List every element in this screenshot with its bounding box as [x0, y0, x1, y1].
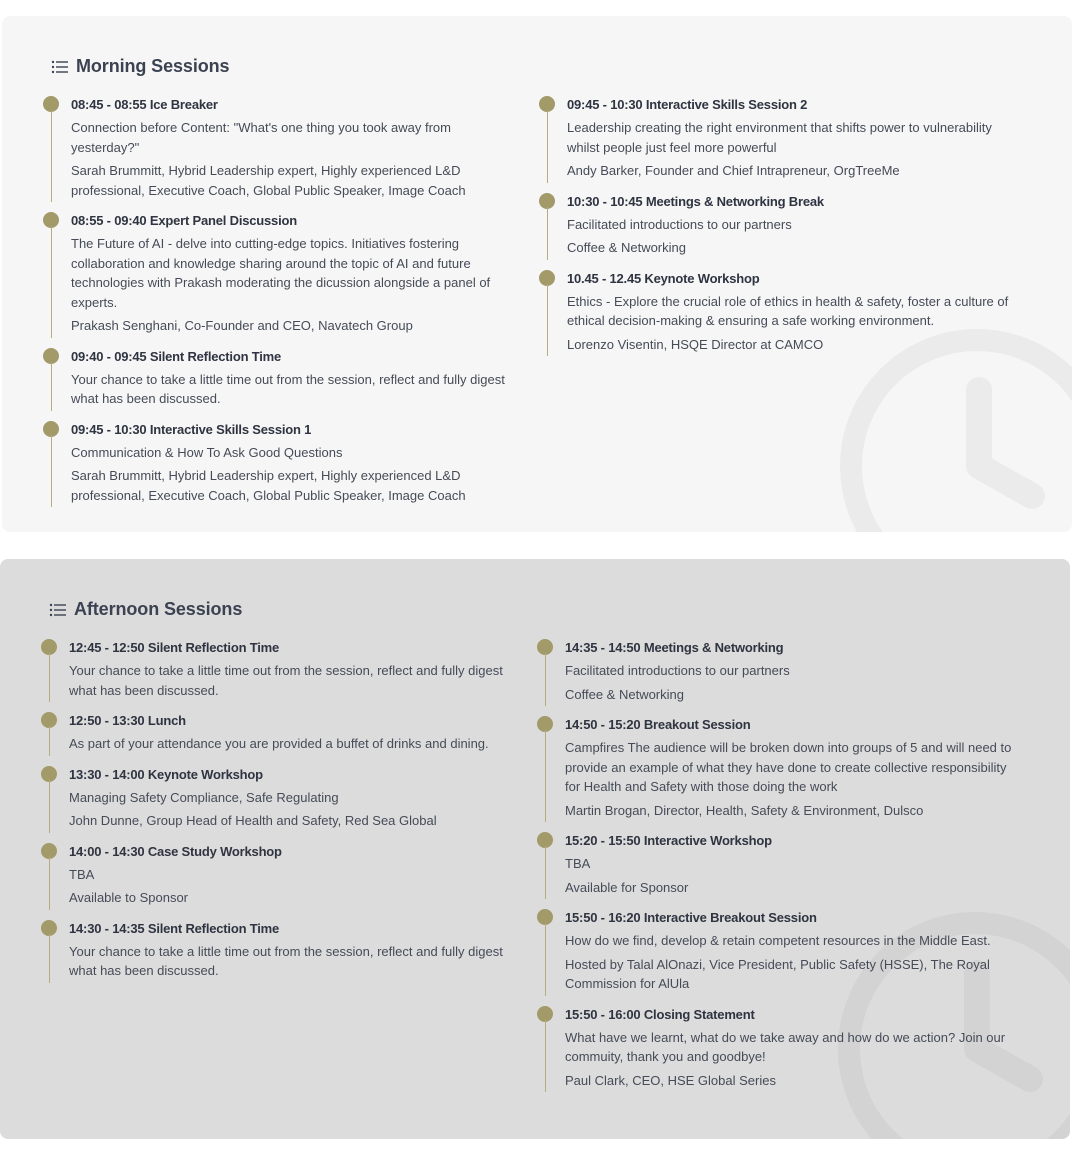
- session-description: Facilitated introductions to our partners: [567, 216, 792, 232]
- session-description: Communication & How To Ask Good Questions: [71, 444, 343, 460]
- schedule-item: [49, 843, 519, 908]
- timeline-line: [49, 780, 50, 833]
- timeline-line: [547, 284, 548, 357]
- schedule-item: [49, 920, 519, 981]
- session-description: Managing Safety Compliance, Safe Regulating: [69, 789, 339, 805]
- session-detail: Coffee & Networking: [567, 240, 686, 255]
- timeline-line: [545, 730, 546, 822]
- timeline-line: [545, 1020, 546, 1093]
- session-description: What have we learnt, what do we take away and how do we action? Join our commuity, thank you and goodbye!: [565, 1029, 1006, 1064]
- session-description: Your chance to take a little time out from the session, reflect and fully digest what has been discussed.: [69, 943, 503, 978]
- afternoon-left-column: [49, 639, 519, 993]
- afternoon-right-column: [545, 639, 1015, 1102]
- timeline-line: [49, 934, 50, 983]
- timeline-line: [547, 110, 548, 183]
- session-description: TBA: [69, 866, 95, 882]
- session-description: As part of your attendance you are provided a buffet of drinks and dining.: [69, 736, 489, 751]
- morning-right-column: [547, 96, 1017, 366]
- schedule-item: [545, 716, 1015, 820]
- section-title: Afternoon Sessions: [74, 599, 243, 619]
- session-title: 12:45 - 12:50 Silent Reflection Time: [69, 640, 280, 655]
- timeline-line: [51, 110, 52, 202]
- schedule-item: [49, 712, 519, 754]
- session-title: 12:50 - 13:30 Lunch: [69, 713, 186, 728]
- session-title: 15:20 - 15:50 Interactive Workshop: [565, 833, 772, 848]
- session-description: Your chance to take a little time out from the session, reflect and fully digest what has been discussed.: [69, 663, 503, 698]
- timeline-line: [49, 726, 50, 756]
- session-detail: Paul Clark, CEO, HSE Global Series: [565, 1072, 776, 1088]
- session-description: Connection before Content: "What's one thing you took away from yesterday?": [71, 120, 451, 155]
- session-description: The Future of AI - delve into cutting-edge topics. Initiatives fostering collaboration and knowledge sharing around the topic of AI and future technologies with Prakash moderating the dicussion alongside a panel of experts.: [71, 236, 491, 310]
- session-detail: Hosted by Talal AlOnazi, Vice President, Public Safety (HSSE), The Royal Commission for AlUla: [565, 956, 990, 991]
- timeline-line: [547, 207, 548, 260]
- schedule-item: [547, 96, 1017, 181]
- schedule-item: [49, 639, 519, 700]
- session-detail: Available to Sponsor: [69, 890, 189, 905]
- schedule-item: [545, 832, 1015, 897]
- timeline-line: [545, 846, 546, 899]
- timeline-line: [49, 653, 50, 702]
- session-title: 08:45 - 08:55 Ice Breaker: [71, 97, 218, 112]
- session-title: 14:50 - 15:20 Breakout Session: [565, 717, 751, 732]
- morning-header: [51, 56, 229, 77]
- schedule-item: [51, 212, 521, 336]
- session-detail: Sarah Brummitt, Hybrid Leadership expert, Highly experienced L&D professional, Executive Coach, Global Public Speaker, Image Coach: [71, 468, 466, 503]
- timeline-line: [545, 653, 546, 706]
- schedule-item: [547, 193, 1017, 258]
- session-description: TBA: [565, 856, 591, 871]
- schedule-item: [51, 421, 521, 506]
- session-description: How do we find, develop & retain competent resources in the Middle East.: [565, 933, 991, 948]
- session-title: 09:45 - 10:30 Interactive Skills Session 1: [71, 421, 312, 437]
- session-title: 14:00 - 14:30 Case Study Workshop: [69, 843, 282, 859]
- session-title: 10:30 - 10:45 Meetings & Networking Break: [567, 193, 824, 209]
- session-title: 14:30 - 14:35 Silent Reflection Time: [69, 920, 280, 936]
- morning-left-column: [51, 96, 521, 517]
- session-title: 14:35 - 14:50 Meetings & Networking: [565, 640, 784, 655]
- session-detail: Martin Brogan, Director, Health, Safety & Environment, Dulsco: [565, 802, 924, 818]
- session-detail: Lorenzo Visentin, HSQE Director at CAMCO: [567, 336, 824, 352]
- session-title: 13:30 - 14:00 Keynote Workshop: [69, 766, 263, 782]
- session-title: 15:50 - 16:20 Interactive Breakout Session: [565, 910, 817, 925]
- page-title: Morning Sessions: [76, 56, 230, 76]
- timeline-line: [51, 362, 52, 411]
- afternoon-header: [49, 599, 242, 620]
- schedule-item: [51, 348, 521, 409]
- session-detail: Available for Sponsor: [565, 879, 689, 895]
- session-description: Leadership creating the right environment that shifts power to vulnerability whilst people just feel more powerful: [567, 120, 992, 155]
- timeline-line: [49, 857, 50, 910]
- session-description: Facilitated introductions to our partners: [565, 663, 790, 678]
- session-title: 09:45 - 10:30 Interactive Skills Session 2: [567, 97, 808, 112]
- afternoon-sessions-panel: [0, 559, 1070, 1139]
- schedule-item: [49, 766, 519, 831]
- schedule-item: [545, 909, 1015, 994]
- session-title: 10.45 - 12.45 Keynote Workshop: [567, 270, 760, 286]
- session-description: Ethics - Explore the crucial role of ethics in health & safety, foster a culture of ethical decision-making & ensuring a safe working environment.: [567, 293, 1009, 328]
- timeline-line: [545, 923, 546, 996]
- session-title: 15:50 - 16:00 Closing Statement: [565, 1006, 755, 1022]
- session-detail: John Dunne, Group Head of Health and Safety, Red Sea Global: [69, 813, 437, 828]
- session-title: 08:55 - 09:40 Expert Panel Discussion: [71, 213, 297, 228]
- timeline-line: [51, 435, 52, 508]
- morning-sessions-panel: [2, 16, 1072, 532]
- schedule-item: [547, 270, 1017, 355]
- session-detail: Coffee & Networking: [565, 686, 684, 702]
- list-icon: [51, 59, 69, 75]
- session-detail: Andy Barker, Founder and Chief Intrapreneur, OrgTreeMe: [567, 163, 900, 178]
- schedule-item: [545, 639, 1015, 704]
- session-description: Campfires The audience will be broken down into groups of 5 and will need to provide an example of what they have done to create collective responsibility for Health and Safety with those doing the work: [565, 740, 1012, 794]
- schedule-item: [51, 96, 521, 200]
- session-title: 09:40 - 09:45 Silent Reflection Time: [71, 348, 282, 364]
- session-detail: Prakash Senghani, Co-Founder and CEO, Navatech Group: [71, 318, 413, 333]
- timeline-line: [51, 226, 52, 338]
- session-detail: Sarah Brummitt, Hybrid Leadership expert, Highly experienced L&D professional, Executive Coach, Global Public Speaker, Image Coach: [71, 163, 466, 198]
- session-description: Your chance to take a little time out from the session, reflect and fully digest what has been discussed.: [71, 371, 505, 406]
- schedule-item: [545, 1006, 1015, 1091]
- list-icon: [49, 602, 67, 618]
